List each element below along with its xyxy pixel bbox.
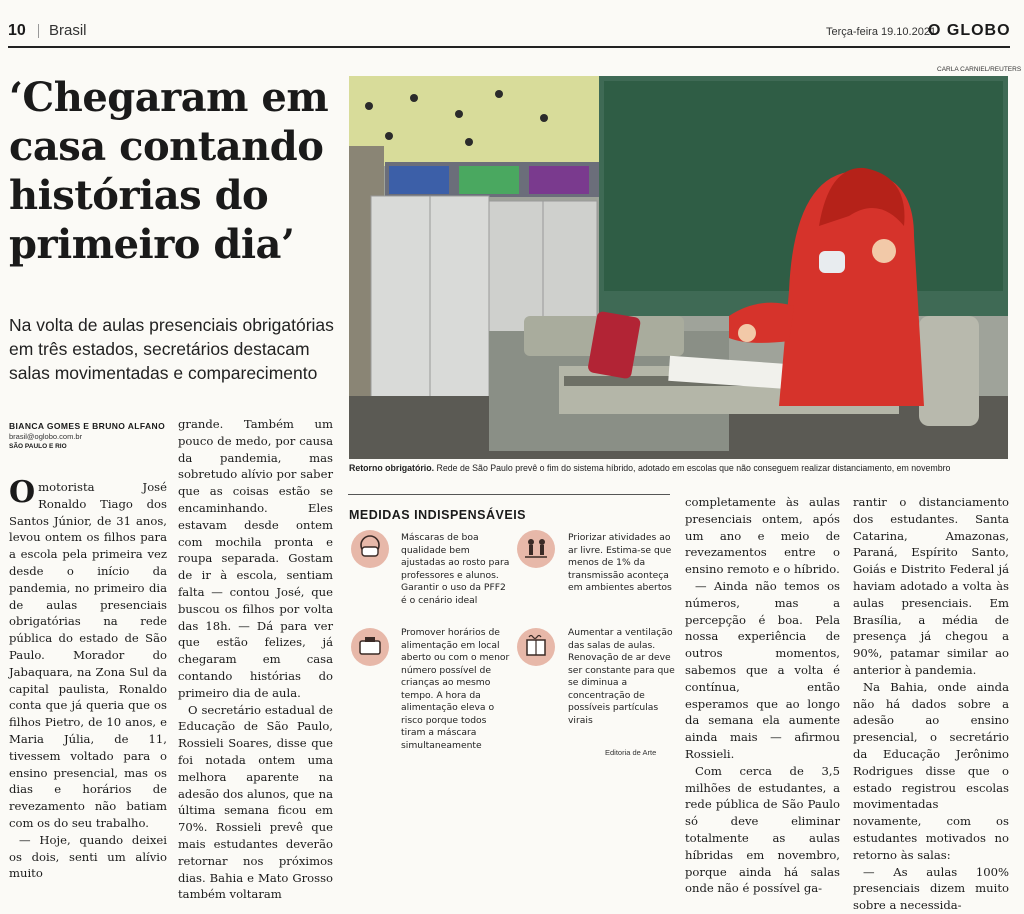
paragraph: — Ainda não temos os números, mas a percepção é boa. Pela nossa experiência de outros momentos, sabemos que a volta é contínua, então esperamos que ao longo da semana ela aumente ainda mais — afirmou Rossieli. (685, 578, 840, 761)
page-number: 10 (8, 22, 26, 39)
header-separator (38, 24, 39, 38)
paragraph: Na Bahia, onde ainda não há dados sobre a adesão ao ensino presencial, o secretário da Educação Jerônimo Rodrigues disse que o estado registrou escolas movimentadas novamente, com os estudantes motivados no retorno às salas: (853, 679, 1009, 862)
box-title: MEDIDAS INDISPENSÁVEIS (349, 508, 527, 522)
box-item-text: Priorizar atividades ao ar livre. Estima-se que menos de 1% da transmissão aconteça em ambientes abertos (568, 532, 672, 593)
drop-cap: O (9, 475, 36, 510)
author-email: brasil@oglobo.com.br (9, 432, 83, 441)
lead-text: motorista José Ronaldo Tiago dos Santos Júnior, de 31 anos, levou ontem os filhos para a escola pela primeira vez desde o início da pandemia, no primeiro dia de aulas presenciais obrigatórias na rede pública do estado de São Paulo. Morador do Jabaquara, na Zona Sul da capital paulista, Ronaldo conta que já queria que os filhos Pietro, de 10 anos, e Maria Júlia, de 11, tivessem voltado para o ensino presencial, mas os dias e horários de revezamento não batiam com os do seu trabalho. (9, 480, 167, 830)
ventilation-icon (517, 628, 555, 671)
newspaper-logo: O GLOBO (928, 22, 1011, 39)
paragraph: O secretário estadual de Educação de São Paulo, Rossieli Soares, disse que foi notada ontem uma melhora aparente na adesão dos alunos, que na última semana ficou em 70%. Rossieli prevê que mais estudantes deverão retornar nos próximos dias. Bahia e Mato Grosso também voltaram (178, 702, 333, 902)
classroom-illustration (349, 76, 1008, 459)
box-credit: Editoria de Arte (605, 748, 657, 757)
meal-time-icon (351, 628, 389, 671)
paragraph: — As aulas 100% presenciais dizem muito sobre a necessida- (853, 864, 1009, 913)
box-item-text: Promover horários de alimentação em local aberto ou com o menor número possível de crianças ao mesmo tempo. A hora da alimentação eleva o risco porque todos tiram a máscara simultaneamente (401, 627, 510, 751)
issue-date: Terça-feira 19.10.2021 (826, 26, 937, 38)
headline: ‘Chegaram em casa contando histórias do primeiro dia’ (9, 74, 329, 268)
paragraph: Com cerca de 3,5 milhões de estudantes, a rede pública de São Paulo só deve eliminar totalmente as aulas híbridas em novembro, porque ainda há salas onde não é possível ga- (685, 763, 840, 896)
face-mask-icon (351, 530, 389, 573)
box-item-text: Máscaras de boa qualidade bem ajustadas ao rosto para professores e alunos. Garantir o uso da PFF2 é o cenário ideal (401, 532, 510, 606)
box-item-text: Aumentar a ventilação das salas de aulas. Renovação de ar deve ser constante para que se diminua a concentração de possíveis partículas virais (568, 627, 675, 726)
header-rule (8, 46, 1010, 48)
paragraph: completamente às aulas presenciais ontem, após um ano e meio de revezamentos entre o ensino remoto e o híbrido. (685, 495, 840, 577)
byline: BIANCA GOMES E BRUNO ALFANO (9, 421, 166, 431)
dateline-location: SÃO PAULO E RIO (9, 443, 67, 450)
article-column-4 (853, 494, 1009, 914)
paragraph: rantir o distanciamento dos estudantes. Santa Catarina, Amazonas, Paraná, Espírito Santo, Goiás e Distrito Federal já haviam adotado a volta às aulas presenciais. Em Brasília, a média de presença já chegou a 90%, patamar similar ao anterior à pandemia. (853, 495, 1009, 677)
article-column-2 (178, 416, 333, 903)
section-name: Brasil (49, 22, 87, 39)
caption-text: Rede de São Paulo prevê o fim do sistema híbrido, adotado em escolas que não conseguem realizar distanciamento, em novembro (434, 463, 951, 473)
article-column-1 (9, 475, 167, 882)
photo-credit: CARLA CARNIEL/REUTERS (937, 66, 1022, 73)
subheadline: Na volta de aulas presenciais obrigatórias em três estados, secretários destacam salas movimentadas e comparecimento (9, 315, 334, 383)
classroom-photo (349, 76, 1008, 459)
paragraph: grande. Também um pouco de medo, por causa da pandemia, mas sobretudo alívio por saber que as coisas estão se encaminhando. Eles estavam desde ontem com mochila pronta e roupa separada. Gostam de ir à escola, sentiam falta — contou José, que buscou os filhos por volta das 18h. — Dá para ver que estão felizes, já chegaram em casa contando histórias do primeiro dia de aula. (178, 417, 333, 700)
caption-label: Retorno obrigatório. (349, 463, 435, 473)
outdoor-activity-icon (517, 530, 555, 573)
photo-caption (349, 463, 1009, 473)
article-column-3 (685, 494, 840, 897)
paragraph: — Hoje, quando deixei os dois, senti um alívio muito (9, 832, 167, 881)
box-rule (348, 494, 670, 495)
